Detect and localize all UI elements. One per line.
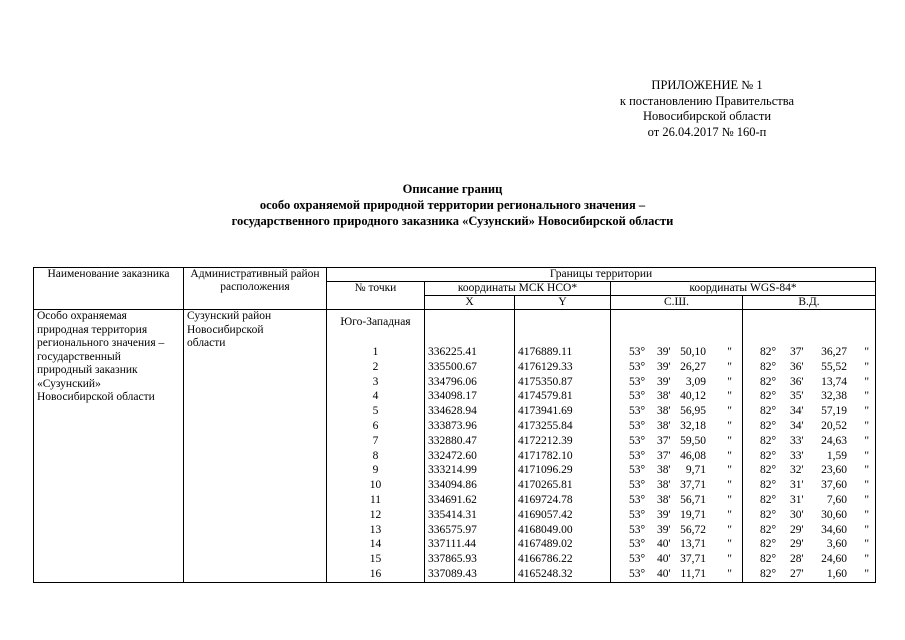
point-number: 6	[372, 419, 379, 432]
point-number: 11	[369, 493, 382, 506]
coord-y: 4171782.10	[518, 449, 573, 462]
latitude-seconds-mark: "	[727, 479, 732, 492]
point-number: 14	[369, 538, 382, 551]
title-line-2: особо охраняемой природной территории регионального значения –	[259, 198, 646, 212]
coord-x: 335414.31	[428, 508, 477, 521]
title-line-1: Описание границ	[402, 182, 503, 196]
longitude-degrees: 82°	[760, 346, 777, 358]
longitude-value	[743, 389, 875, 404]
longitude-seconds: 30,60	[821, 508, 848, 521]
longitude-minutes: 31'	[790, 493, 804, 506]
latitude-seconds: 19,71	[680, 508, 706, 521]
longitude-degrees: 82°	[760, 419, 777, 432]
longitude-seconds: 34,60	[821, 523, 848, 536]
longitude-seconds: 32,38	[821, 390, 848, 403]
longitude-degrees: 82°	[760, 523, 777, 536]
longitude-value	[743, 537, 875, 552]
longitude-minutes: 34'	[790, 419, 804, 432]
latitude-seconds-mark: "	[727, 360, 732, 373]
coord-x: 333214.99	[428, 464, 477, 477]
latitude-seconds: 13,71	[680, 538, 706, 551]
latitude-degrees: 53°	[629, 346, 646, 358]
appendix-region: Новосибирской области	[642, 109, 772, 123]
latitude-value	[611, 360, 742, 375]
latitude-degrees: 53°	[629, 419, 646, 432]
coord-y: 4166786.22	[518, 553, 573, 566]
longitude-value	[743, 375, 875, 390]
longitude-seconds-mark: "	[864, 493, 870, 506]
longitude-value	[743, 434, 875, 449]
district-cell	[184, 310, 327, 583]
coord-y: 4169724.78	[518, 493, 573, 506]
coord-x: 337111.44	[428, 538, 477, 551]
longitude-seconds: 1,59	[826, 449, 848, 462]
longitude-seconds-mark: "	[864, 405, 870, 418]
point-number: 8	[372, 449, 379, 462]
latitude-seconds-mark: "	[727, 523, 732, 536]
longitude-minutes: 28'	[790, 553, 804, 566]
point-number: 10	[369, 479, 382, 492]
longitude-value	[743, 478, 875, 493]
latitude-seconds-mark: "	[727, 567, 732, 580]
longitude-minutes: 34'	[790, 405, 804, 418]
coord-y: 4174579.81	[518, 390, 573, 403]
appendix-resolution: к постановлению Правительства	[619, 93, 795, 108]
y-column	[515, 310, 611, 583]
latitude-value	[611, 404, 742, 419]
coord-x: 334098.17	[428, 390, 477, 403]
point-number: 2	[372, 360, 379, 373]
longitude-value	[743, 449, 875, 464]
longitude-value	[743, 552, 875, 567]
reserve-name-line: природная территория	[37, 323, 148, 336]
longitude-value	[743, 508, 875, 523]
latitude-value	[611, 434, 742, 449]
latitude-minutes: 39'	[657, 508, 671, 521]
coord-x: 334691.62	[428, 493, 477, 506]
coord-x: 337089.43	[428, 567, 477, 580]
latitude-seconds: 9,71	[685, 464, 706, 477]
longitude-value	[743, 419, 875, 434]
latitude-degrees: 53°	[629, 553, 646, 566]
longitude-degrees: 82°	[760, 508, 777, 521]
latitude-degrees: 53°	[629, 508, 646, 521]
longitude-minutes: 27'	[790, 567, 804, 580]
longitude-seconds: 36,27	[821, 346, 848, 358]
longitude-seconds-mark: "	[864, 508, 870, 521]
latitude-seconds-mark: "	[727, 493, 732, 506]
longitude-degrees: 82°	[760, 405, 777, 418]
longitude-value	[743, 345, 875, 360]
coord-x: 336575.97	[428, 523, 477, 536]
latitude-seconds: 37,71	[680, 479, 706, 492]
longitude-value	[743, 404, 875, 419]
reserve-name-line: Новосибирской области	[37, 391, 155, 403]
latitude-value	[611, 508, 742, 523]
longitude-minutes: 36'	[790, 375, 804, 388]
longitude-degrees: 82°	[760, 449, 777, 462]
header-wgs: координаты WGS-84*	[611, 282, 876, 296]
latitude-seconds-mark: "	[727, 375, 732, 388]
longitude-seconds: 37,60	[821, 479, 848, 492]
latitude-seconds-mark: "	[727, 419, 732, 432]
longitude-seconds: 13,74	[821, 375, 848, 388]
longitude-degrees: 82°	[760, 479, 777, 492]
longitude-seconds-mark: "	[864, 538, 870, 551]
longitude-seconds-mark: "	[864, 464, 870, 477]
longitude-seconds: 57,19	[821, 405, 848, 418]
coord-x: 336225.41	[428, 346, 477, 358]
longitude-seconds-mark: "	[864, 375, 870, 388]
latitude-seconds-mark: "	[727, 464, 732, 477]
latitude-minutes: 38'	[657, 390, 671, 403]
latitude-minutes: 39'	[657, 360, 671, 373]
latitude-seconds-mark: "	[727, 390, 732, 403]
latitude-seconds-mark: "	[727, 553, 732, 566]
longitude-degrees: 82°	[760, 360, 777, 373]
latitude-seconds: 26,27	[680, 360, 706, 373]
latitude-seconds: 11,71	[680, 567, 706, 580]
coord-x: 333873.96	[428, 419, 477, 432]
reserve-name-line: регионального значения –	[37, 337, 165, 349]
longitude-seconds-mark: "	[864, 567, 870, 580]
longitude-value	[743, 463, 875, 478]
longitude-minutes: 29'	[790, 538, 804, 551]
latitude-degrees: 53°	[629, 434, 646, 447]
latitude-degrees: 53°	[629, 567, 646, 580]
latitude-seconds: 50,10	[680, 346, 706, 358]
latitude-degrees: 53°	[629, 464, 646, 477]
longitude-seconds: 23,60	[821, 464, 848, 477]
district-line: области	[187, 337, 226, 349]
point-number: 13	[369, 523, 382, 536]
appendix-header	[577, 78, 837, 140]
coord-x: 334094.86	[428, 479, 477, 492]
latitude-value	[611, 552, 742, 567]
latitude-seconds: 3,09	[685, 375, 706, 388]
appendix-date: от 26.04.2017 № 160-п	[647, 124, 767, 139]
header-point-no: № точки	[327, 282, 425, 310]
longitude-seconds: 1,60	[826, 567, 848, 580]
reserve-name-line: природный заказник	[37, 364, 138, 376]
point-number: 4	[372, 390, 379, 403]
document-title	[0, 181, 905, 229]
longitude-seconds: 3,60	[826, 538, 848, 551]
coord-y: 4176889.11	[518, 346, 573, 358]
longitude-seconds-mark: "	[864, 360, 870, 373]
longitude-degrees: 82°	[760, 390, 777, 403]
coord-x: 332472.60	[428, 449, 477, 462]
latitude-minutes: 39'	[657, 375, 671, 388]
point-number: 3	[372, 375, 379, 388]
longitude-seconds-mark: "	[864, 553, 870, 566]
header-msk: координаты МСК НСО*	[425, 282, 611, 296]
longitude-degrees: 82°	[760, 493, 777, 506]
header-y: Y	[515, 296, 611, 310]
point-number: 7	[372, 434, 379, 447]
latitude-degrees: 53°	[629, 449, 646, 462]
longitude-seconds-mark: "	[864, 419, 870, 432]
longitude-degrees: 82°	[760, 434, 777, 447]
latitude-value	[611, 478, 742, 493]
reserve-name-line: Особо охраняемая	[37, 310, 127, 322]
latitude-degrees: 53°	[629, 493, 646, 506]
longitude-degrees: 82°	[760, 538, 777, 551]
latitude-seconds: 56,95	[680, 405, 706, 418]
latitude-degrees: 53°	[629, 479, 646, 492]
longitude-seconds: 55,52	[821, 360, 848, 373]
longitude-seconds: 24,60	[821, 553, 848, 566]
point-number: 12	[369, 508, 382, 521]
longitude-value	[743, 493, 875, 508]
district-line: Новосибирской	[187, 323, 264, 336]
latitude-value	[611, 345, 742, 360]
latitude-minutes: 37'	[657, 449, 671, 462]
longitude-seconds-mark: "	[864, 434, 870, 447]
longitude-minutes: 37'	[790, 346, 804, 358]
point-number: 15	[369, 553, 382, 566]
latitude-seconds: 59,50	[680, 434, 706, 447]
longitude-seconds-mark: "	[864, 449, 870, 462]
latitude-value	[611, 523, 742, 538]
coord-y: 4168049.00	[518, 523, 573, 536]
latitude-minutes: 38'	[657, 464, 671, 477]
longitude-degrees: 82°	[760, 567, 777, 580]
latitude-minutes: 39'	[657, 523, 671, 536]
latitude-degrees: 53°	[629, 405, 646, 418]
latitude-seconds-mark: "	[727, 346, 732, 358]
latitude-value	[611, 449, 742, 464]
latitude-degrees: 53°	[629, 375, 646, 388]
latitude-minutes: 38'	[657, 479, 671, 492]
longitude-minutes: 29'	[790, 523, 804, 536]
section-label: Юго-Западная	[340, 316, 411, 328]
latitude-value	[611, 389, 742, 404]
point-number: 16	[369, 567, 382, 580]
reserve-name-line: государственный	[37, 350, 121, 363]
coord-y: 4176129.33	[518, 360, 573, 373]
coord-x: 335500.67	[428, 360, 477, 373]
longitude-seconds: 24,63	[821, 434, 848, 447]
latitude-seconds: 32,18	[680, 419, 706, 432]
coord-x: 332880.47	[428, 434, 477, 447]
coord-y: 4171096.29	[518, 464, 573, 477]
header-district: Административный район расположения	[184, 268, 327, 310]
latitude-seconds-mark: "	[727, 434, 732, 447]
latitude-seconds: 40,12	[680, 390, 706, 403]
longitude-minutes: 33'	[790, 434, 804, 447]
latitude-minutes: 38'	[657, 419, 671, 432]
header-x: X	[425, 296, 515, 310]
latitude-value	[611, 463, 742, 478]
latitude-value	[611, 567, 742, 582]
point-number: 5	[372, 405, 379, 418]
latitude-minutes: 39'	[657, 346, 671, 358]
longitude-degrees: 82°	[760, 464, 777, 477]
coord-y: 4175350.87	[518, 375, 573, 388]
longitude-minutes: 33'	[790, 449, 804, 462]
point-number: 9	[372, 464, 379, 477]
latitude-degrees: 53°	[629, 538, 646, 551]
point-number-column	[327, 310, 425, 583]
coord-y: 4170265.81	[518, 479, 573, 492]
longitude-seconds-mark: "	[864, 523, 870, 536]
latitude-seconds: 46,08	[680, 449, 706, 462]
latitude-seconds-mark: "	[727, 449, 732, 462]
latitude-minutes: 38'	[657, 493, 671, 506]
latitude-value	[611, 537, 742, 552]
point-number: 1	[372, 346, 379, 358]
longitude-minutes: 30'	[790, 508, 804, 521]
header-name: Наименование заказника	[34, 268, 184, 310]
latitude-minutes: 40'	[657, 553, 671, 566]
latitude-seconds: 56,71	[680, 493, 706, 506]
header-lat: С.Ш.	[611, 296, 743, 310]
x-column	[425, 310, 515, 583]
latitude-seconds-mark: "	[727, 405, 732, 418]
latitude-value	[611, 493, 742, 508]
coord-x: 337865.93	[428, 553, 477, 566]
longitude-value	[743, 360, 875, 375]
longitude-seconds-mark: "	[864, 346, 870, 358]
reserve-name-line: «Сузунский»	[37, 377, 101, 390]
longitude-seconds: 20,52	[821, 419, 848, 432]
coord-x: 334796.06	[428, 375, 477, 388]
district-line: Сузунский район	[187, 310, 272, 322]
coord-y: 4165248.32	[518, 567, 573, 580]
boundary-table	[33, 267, 876, 583]
longitude-column	[743, 310, 876, 583]
longitude-minutes: 32'	[790, 464, 804, 477]
longitude-minutes: 35'	[790, 390, 804, 403]
latitude-minutes: 37'	[657, 434, 671, 447]
longitude-degrees: 82°	[760, 375, 777, 388]
latitude-degrees: 53°	[629, 390, 646, 403]
header-lon: В.Д.	[743, 296, 876, 310]
latitude-minutes: 40'	[657, 567, 671, 580]
coord-y: 4172212.39	[518, 434, 573, 447]
latitude-minutes: 38'	[657, 405, 671, 418]
latitude-degrees: 53°	[629, 360, 646, 373]
latitude-value	[611, 419, 742, 434]
coord-y: 4173941.69	[518, 405, 573, 418]
coord-x: 334628.94	[428, 405, 477, 418]
title-line-3: государственного природного заказника «Сузунский» Новосибирской области	[231, 214, 674, 228]
longitude-minutes: 36'	[790, 360, 804, 373]
latitude-seconds: 37,71	[680, 553, 706, 566]
longitude-minutes: 31'	[790, 479, 804, 492]
header-borders: Границы территории	[327, 268, 876, 282]
coord-y: 4167489.02	[518, 538, 573, 551]
latitude-degrees: 53°	[629, 523, 646, 536]
reserve-name-cell	[34, 310, 184, 583]
latitude-seconds-mark: "	[727, 538, 732, 551]
latitude-value	[611, 375, 742, 390]
latitude-minutes: 40'	[657, 538, 671, 551]
latitude-seconds-mark: "	[727, 508, 732, 521]
latitude-column	[611, 310, 743, 583]
longitude-degrees: 82°	[760, 553, 777, 566]
longitude-value	[743, 567, 875, 582]
longitude-seconds: 7,60	[826, 493, 848, 506]
longitude-seconds-mark: "	[864, 479, 870, 492]
coord-y: 4169057.42	[518, 508, 573, 521]
longitude-value	[743, 523, 875, 538]
latitude-seconds: 56,72	[680, 523, 706, 536]
appendix-number: ПРИЛОЖЕНИЕ № 1	[651, 78, 763, 92]
longitude-seconds-mark: "	[864, 390, 870, 403]
coord-y: 4173255.84	[518, 419, 573, 432]
